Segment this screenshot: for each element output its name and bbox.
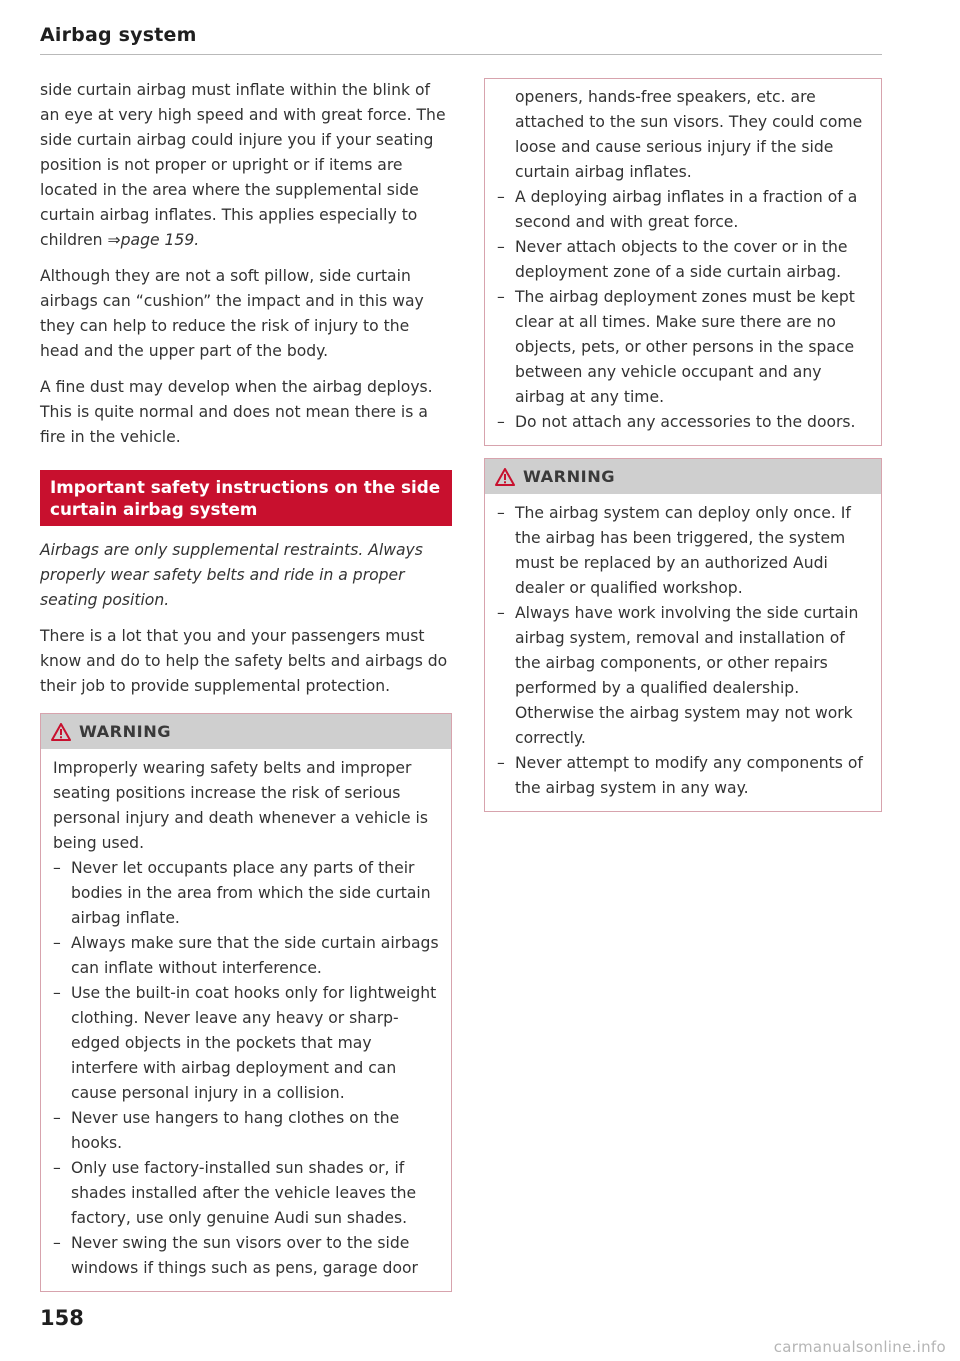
warning-text: Improperly wearing safety belts and improper seating positions increase the risk of serious personal injury and death whenever a vehicle is being used.: [53, 759, 428, 852]
warning-header: [485, 459, 881, 494]
list-item: – The airbag deployment zones must be kept clear at all times. Make sure there are no objects, pets, or other persons in the space between any vehicle occupant and any airbag at any time.: [497, 285, 869, 410]
warning-header: [41, 714, 451, 749]
continued-text: openers, hands-free speakers, etc. are attached to the sun visors. They could come loose and cause serious injury if the side curtain airbag inflates.: [515, 88, 863, 181]
warning-body: [41, 749, 451, 1291]
warning-label: WARNING: [79, 722, 172, 741]
warning-continued-box: [484, 78, 882, 446]
watermark-text: carmanualsonline.info: [773, 1338, 946, 1356]
list-item: – Never use hangers to hang clothes on the hooks.: [53, 1106, 439, 1156]
page-reference-link[interactable]: ⇒page 159.: [107, 231, 200, 249]
list-item: – Never attach objects to the cover or in the deployment zone of a side curtain airbag.: [497, 235, 869, 285]
left-column: [40, 78, 452, 1292]
right-column: [484, 78, 882, 812]
list-item: – Always have work involving the side curtain airbag system, removal and installation of the airbag components, or other repairs performed by a qualified dealership. Otherwise the airbag system may not work correctly.: [497, 601, 869, 751]
paragraph-fine-dust: A fine dust may develop when the airbag deploys. This is quite normal and does not mean there is a fire in the vehicle.: [40, 378, 433, 446]
continued-list: [497, 185, 869, 435]
section-intro: Airbags are only supplemental restraints. Always properly wear safety belts and ride in a proper seating position.: [40, 541, 423, 609]
header-divider: [40, 54, 882, 55]
section-heading: Important safety instructions on the side curtain airbag system: [40, 470, 452, 526]
warning-triangle-icon: [495, 468, 515, 486]
list-item: – Use the built-in coat hooks only for lightweight clothing. Never leave any heavy or sharp-edged objects in the pockets that may interfere with airbag deployment and can cause personal injury in a collision.: [53, 981, 439, 1106]
list-item: – Never swing the sun visors over to the side windows if things such as pens, garage door: [53, 1231, 439, 1281]
warning-box-right: [484, 458, 882, 812]
list-item: – Only use factory-installed sun shades or, if shades installed after the vehicle leaves the factory, use only genuine Audi sun shades.: [53, 1156, 439, 1231]
warning-triangle-icon: [51, 723, 71, 741]
warning-box-left: [40, 713, 452, 1292]
paragraph-side-curtain-inflation: [40, 78, 452, 253]
list-item: – Never attempt to modify any components of the airbag system in any way.: [497, 751, 869, 801]
list-item: – The airbag system can deploy only once. If the airbag has been triggered, the system must be replaced by an authorized Audi dealer or qualified workshop.: [497, 501, 869, 601]
list-item: – Do not attach any accessories to the doors.: [497, 410, 869, 435]
list-item: – Never let occupants place any parts of their bodies in the area from which the side curtain airbag inflate.: [53, 856, 439, 931]
list-item: – Always make sure that the side curtain airbags can inflate without interference.: [53, 931, 439, 981]
page-number: 158: [40, 1306, 84, 1330]
paragraph-cushion: Although they are not a soft pillow, side curtain airbags can “cushion” the impact and in this way they can help to reduce the risk of injury to the head and the upper part of the body.: [40, 267, 424, 360]
paragraph-text: side curtain airbag must inflate within the blink of an eye at very high speed and with great force. The side curtain airbag could injure you if your seating position is not proper or upright or if items are located in the area where the supplemental side curtain airbag inflates. This applies especially to children: [40, 81, 446, 249]
warning-label: WARNING: [523, 467, 616, 486]
page-header-title: Airbag system: [40, 24, 197, 46]
list-item: – A deploying airbag inflates in a fraction of a second and with great force.: [497, 185, 869, 235]
warning-list: [497, 501, 869, 801]
section-body: There is a lot that you and your passengers must know and do to help the safety belts and airbags do their job to provide supplemental protection.: [40, 627, 448, 695]
warning-list: [53, 856, 439, 1281]
warning-body: [485, 494, 881, 811]
